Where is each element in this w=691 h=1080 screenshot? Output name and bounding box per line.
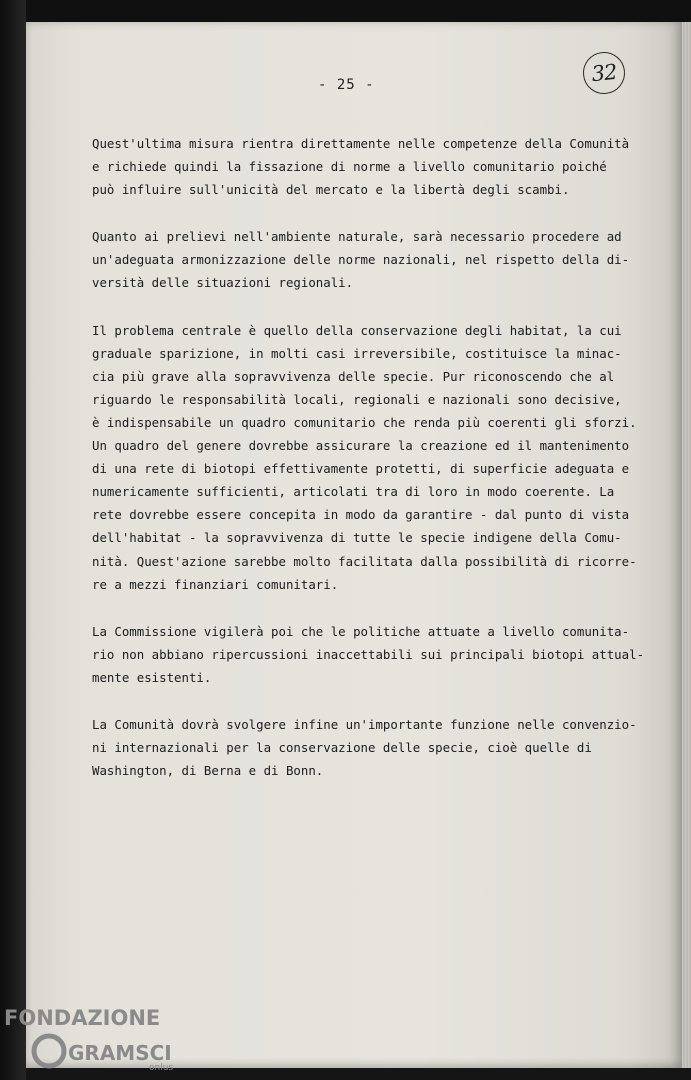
text-line: Il problema centrale è quello della conservazione degli habitat, la cui bbox=[92, 322, 622, 338]
paragraph bbox=[92, 713, 637, 782]
text-line: ni internazionali per la conservazione delle specie, cioè quelle di bbox=[92, 740, 592, 756]
text-line: è indispensabile un quadro comunitario che renda più coerenti gli sforzi. bbox=[92, 414, 637, 430]
text-line: versità delle situazioni regionali. bbox=[92, 275, 354, 291]
text-line: nità. Quest'azione sarebbe molto facilitata dalla possibilità di ricorre- bbox=[92, 553, 637, 569]
text-line: Un quadro del genere dovrebbe assicurare la creazione ed il mantenimento bbox=[92, 438, 630, 454]
paragraph bbox=[92, 132, 637, 201]
text-line: re a mezzi finanziari comunitari. bbox=[92, 576, 339, 592]
text-line: Quanto ai prelievi nell'ambiente naturale, sarà necessario procedere ad bbox=[92, 229, 622, 245]
text-line: cia più grave alla sopravvivenza delle specie. Pur riconoscendo che al bbox=[92, 368, 615, 384]
watermark-g-logo bbox=[34, 1036, 64, 1066]
paragraph bbox=[92, 620, 645, 689]
text-line: La Commissione vigilerà poi che le politiche attuate a livello comunita- bbox=[92, 623, 630, 639]
watermark-line2: GRAMSCI bbox=[68, 1041, 172, 1065]
text-line: dell'habitat - la sopravvivenza di tutte le specie indigene della Comu- bbox=[92, 530, 622, 546]
text-line: Washington, di Berna e di Bonn. bbox=[92, 763, 324, 779]
watermark-suffix: onlus bbox=[149, 1063, 174, 1073]
text-line: rio non abbiano ripercussioni inaccettabili sui principali biotopi attual- bbox=[92, 646, 645, 662]
fondazione-gramsci-watermark bbox=[4, 1003, 184, 1073]
binder-edge bbox=[0, 0, 26, 1080]
page-number: - 25 - bbox=[318, 77, 375, 93]
text-line: può influire sull'unicità del mercato e la libertà degli scambi. bbox=[92, 182, 570, 198]
text-line: di una rete di biotopi effettivamente protetti, di superficie adeguata e bbox=[92, 461, 630, 477]
text-line: rete dovrebbe essere concepita in modo da garantire - dal punto di vista bbox=[92, 507, 630, 523]
text-line: mente esistenti. bbox=[92, 669, 212, 685]
text-line: La Comunità dovrà svolgere infine un'importante funzione nelle convenzio- bbox=[92, 716, 637, 732]
paragraph bbox=[92, 319, 637, 596]
watermark-line1: FONDAZIONE bbox=[4, 1006, 161, 1030]
text-line: un'adeguata armonizzazione delle norme nazionali, nel rispetto della di- bbox=[92, 252, 630, 268]
paragraph bbox=[92, 225, 637, 294]
text-line: Quest'ultima misura rientra direttamente nelle competenze della Comunità bbox=[92, 136, 630, 151]
text-line: graduale sparizione, in molti casi irreversibile, costituisce la minac- bbox=[92, 345, 622, 361]
text-line: riguardo le responsabilità locali, regionali e nazionali sono decisive, bbox=[92, 391, 622, 407]
page-stack-edge bbox=[682, 22, 691, 1068]
archive-page-stamp-number: 32 bbox=[590, 59, 618, 87]
text-line: e richiede quindi la fissazione di norme a livello comunitario poiché bbox=[92, 159, 607, 175]
scan-top-border bbox=[0, 0, 691, 22]
text-line: numericamente sufficienti, articolati tra di loro in modo coerente. La bbox=[92, 484, 615, 500]
document-body bbox=[92, 132, 645, 806]
